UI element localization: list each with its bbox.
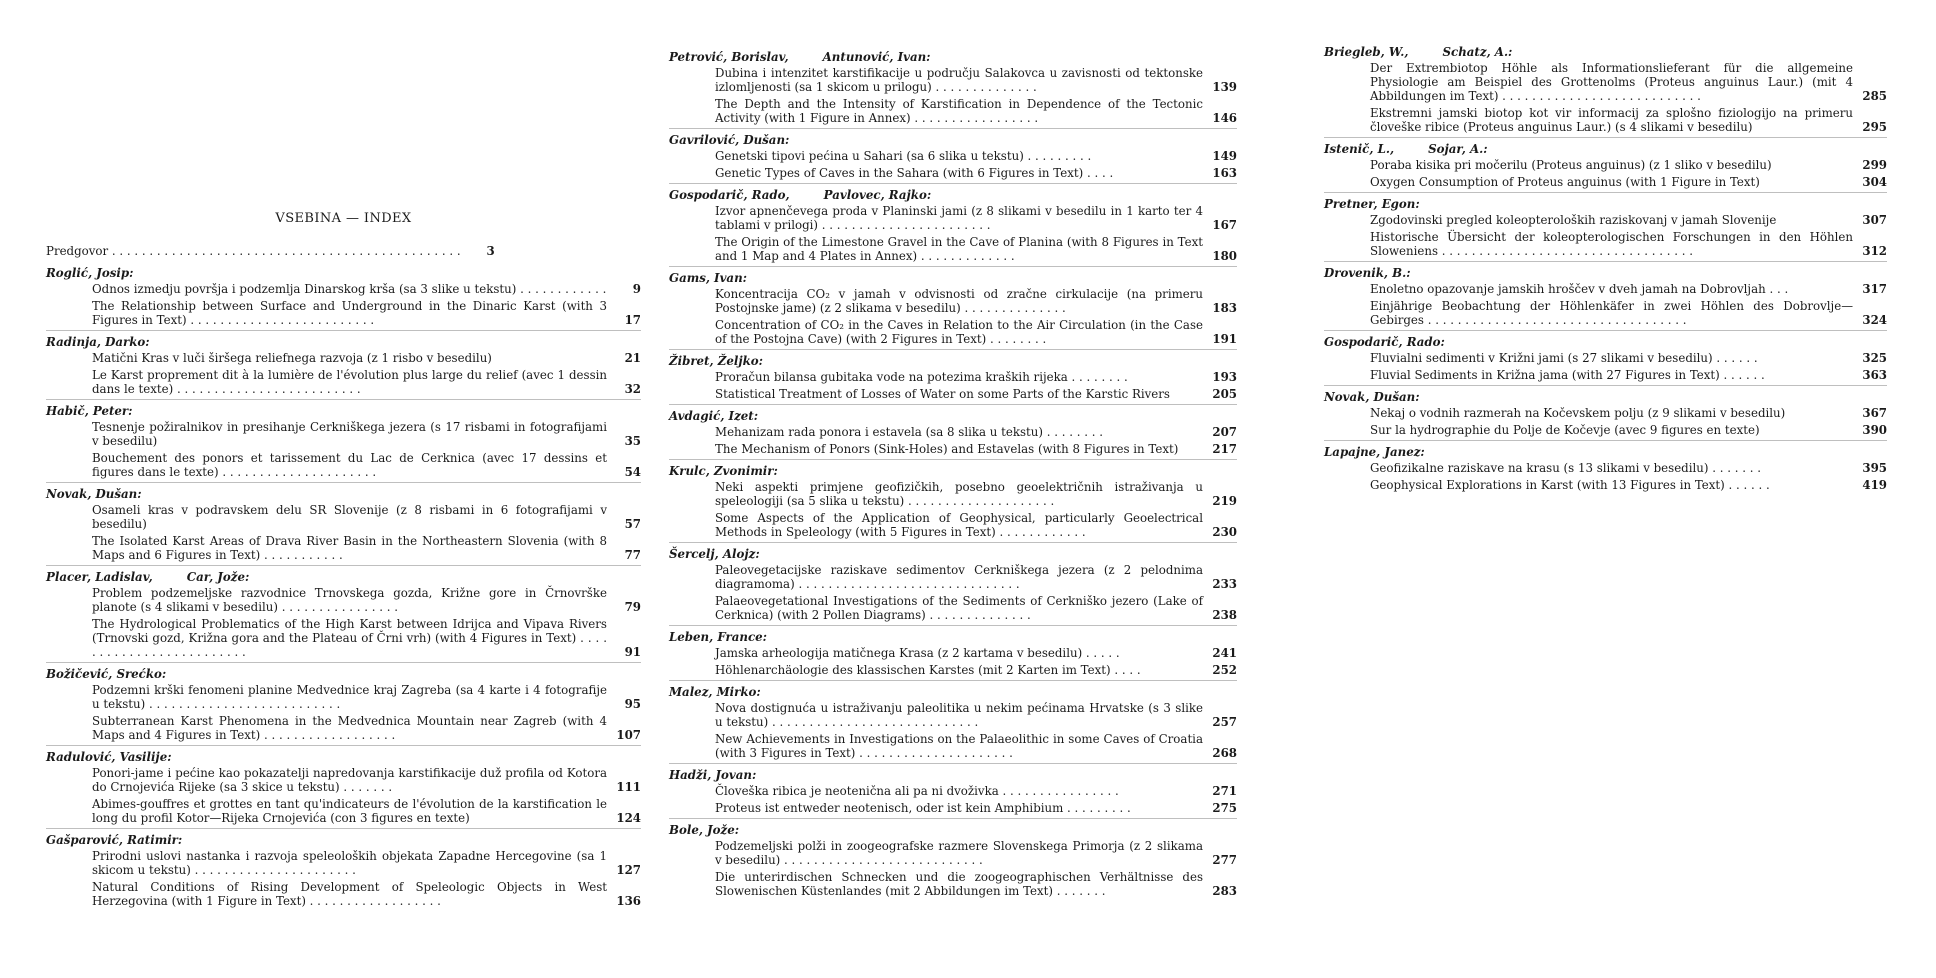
index-entry bbox=[669, 287, 1237, 315]
index-entry bbox=[46, 503, 641, 531]
author-names bbox=[1324, 45, 1887, 59]
entry-title: Fluvial Sediments in Križna jama (with 27 Figures in Text) . . . . . . bbox=[1370, 368, 1765, 382]
index-entry bbox=[669, 801, 1237, 815]
entry-page-number: 233 bbox=[1212, 577, 1237, 591]
author-block bbox=[1324, 45, 1887, 138]
index-entry bbox=[46, 683, 641, 711]
entry-title: Prirodni uslovi nastanka i razvoja speleoloških objekata Zapadne Hercegovine (sa 1 skicom u tekstu) . . . . . . . . . . . . . . . . . . . . . . bbox=[92, 849, 607, 877]
index-column-1 bbox=[46, 0, 641, 911]
index-entry bbox=[1324, 282, 1887, 296]
entry-title: Proteus ist entweder neotenisch, oder ist kein Amphibium . . . . . . . . . bbox=[715, 801, 1131, 815]
section-divider bbox=[46, 662, 641, 663]
entry-page-number: 304 bbox=[1862, 175, 1887, 189]
author-names bbox=[46, 833, 641, 847]
author-names bbox=[669, 133, 1237, 147]
entry-title: Jamska arheologija matičnega Krasa (z 2 kartama v besedilu) . . . . . bbox=[715, 646, 1120, 660]
entry-title: Historische Übersicht der koleopterologischen Forschungen in den Höhlen Sloweniens . . . . . . . . . . . . . . . . . . . . . . . . . . . . . . . . . . bbox=[1370, 230, 1853, 258]
entry-page-number: 167 bbox=[1212, 218, 1237, 232]
index-entry bbox=[669, 870, 1237, 898]
entry-page-number: 217 bbox=[1212, 442, 1237, 456]
index-entry bbox=[1324, 158, 1887, 172]
author-block bbox=[669, 547, 1237, 626]
author-block bbox=[1324, 142, 1887, 193]
section-divider bbox=[1324, 330, 1887, 331]
entry-title: The Depth and the Intensity of Karstification in Dependence of the Tectonic Activity (with 1 Figure in Annex) . . . . . . . . . . . . . . . . . bbox=[715, 97, 1203, 125]
entry-page-number: 238 bbox=[1212, 608, 1237, 622]
author-names bbox=[46, 335, 641, 349]
author-name: Gospodarič, Rado, bbox=[669, 188, 790, 202]
index-entry bbox=[669, 166, 1237, 180]
entry-page-number: 363 bbox=[1862, 368, 1887, 382]
author-name: Novak, Dušan: bbox=[46, 487, 142, 501]
entry-title: Natural Conditions of Rising Development of Speleologic Objects in West Herzegovina (with 1 Figure in Text) . . . . . . . . . . . . . . . . . . bbox=[92, 880, 607, 908]
index-entry bbox=[1324, 299, 1887, 327]
entry-title: The Relationship between Surface and Underground in the Dinaric Karst (with 3 Figures in Text) . . . . . . . . . . . . . . . . . . . . . . . . . bbox=[92, 299, 607, 327]
author-block bbox=[669, 464, 1237, 543]
entry-page-number: 95 bbox=[624, 697, 641, 711]
index-entry bbox=[46, 534, 641, 562]
section-divider bbox=[1324, 192, 1887, 193]
index-entry bbox=[669, 646, 1237, 660]
entry-page-number: 277 bbox=[1212, 853, 1237, 867]
author-names bbox=[46, 404, 641, 418]
index-entry bbox=[669, 784, 1237, 798]
index-entry bbox=[46, 617, 641, 659]
entry-page-number: 307 bbox=[1862, 213, 1887, 227]
author-names bbox=[669, 354, 1237, 368]
author-name: Žibret, Željko: bbox=[669, 354, 763, 368]
entry-page-number: 163 bbox=[1212, 166, 1237, 180]
entry-title: Podzemni krški fenomeni planine Medvednice kraj Zagreba (sa 4 karte i 4 fotografije u tekstu) . . . . . . . . . . . . . . . . . . . . . . . . . . bbox=[92, 683, 607, 711]
entry-title: Nova dostignuća u istraživanju paleolitika u nekim pećinama Hrvatske (s 3 slike u tekstu) . . . . . . . . . . . . . . . . . . . . . . . . . . . . bbox=[715, 701, 1203, 729]
index-heading: VSEBINA — INDEX bbox=[275, 211, 412, 226]
section-divider bbox=[46, 565, 641, 566]
entry-page-number: 17 bbox=[624, 313, 641, 327]
entry-title: Statistical Treatment of Losses of Water on some Parts of the Karstic Rivers bbox=[715, 387, 1170, 401]
author-names bbox=[46, 570, 641, 584]
entry-title: Človeška ribica je neotenična ali pa ni dvoživka . . . . . . . . . . . . . . . . bbox=[715, 784, 1119, 798]
entry-page-number: 35 bbox=[624, 434, 641, 448]
entry-title: Zgodovinski pregled koleopteroloških raziskovanj v jamah Slovenije bbox=[1370, 213, 1777, 227]
entry-title: Geofizikalne raziskave na krasu (s 13 slikami v besedilu) . . . . . . . bbox=[1370, 461, 1761, 475]
entry-page-number: 57 bbox=[624, 517, 641, 531]
author-block bbox=[1324, 197, 1887, 262]
entry-title: Einjährige Beobachtung der Höhlenkäfer in zwei Höhlen des Dobrovlje—Gebirges . . . . . . . . . . . . . . . . . . . . . . . . . . . . . . . . . . . bbox=[1370, 299, 1853, 327]
author-block bbox=[46, 335, 641, 400]
author-name: Habič, Peter: bbox=[46, 404, 133, 418]
entry-page-number: 136 bbox=[616, 894, 641, 908]
author-name: Gašparović, Ratimir: bbox=[46, 833, 183, 847]
author-names bbox=[46, 266, 641, 280]
entry-page-number: 367 bbox=[1862, 406, 1887, 420]
author-name: Bole, Jože: bbox=[669, 823, 740, 837]
index-entry bbox=[46, 368, 641, 396]
author-name: Lapajne, Janez: bbox=[1324, 445, 1425, 459]
author-name: Gospodarič, Rado: bbox=[1324, 335, 1445, 349]
index-entry bbox=[1324, 478, 1887, 492]
author-names bbox=[1324, 445, 1887, 459]
entry-page-number: 9 bbox=[632, 282, 641, 296]
entry-page-number: 275 bbox=[1212, 801, 1237, 815]
entry-title: Izvor apnenčevega proda v Planinski jami (z 8 slikami v besedilu in 1 karto ter 4 tablami v prilogi) . . . . . . . . . . . . . . . . . . . . . . . bbox=[715, 204, 1203, 232]
index-entry bbox=[669, 66, 1237, 94]
index-entry bbox=[1324, 368, 1887, 382]
section-divider bbox=[46, 330, 641, 331]
author-name: Avdagić, Izet: bbox=[669, 409, 759, 423]
entry-title: Nekaj o vodnih razmerah na Kočevskem polju (z 9 slikami v besedilu) bbox=[1370, 406, 1786, 420]
index-entry bbox=[669, 97, 1237, 125]
entry-page-number: 111 bbox=[616, 780, 641, 794]
author-names bbox=[1324, 266, 1887, 280]
index-entry bbox=[46, 299, 641, 327]
author-block bbox=[1324, 390, 1887, 441]
author-name: Placer, Ladislav, bbox=[46, 570, 153, 584]
author-block bbox=[669, 133, 1237, 184]
index-entry bbox=[1324, 213, 1887, 227]
author-block bbox=[669, 354, 1237, 405]
entry-page-number: 241 bbox=[1212, 646, 1237, 660]
entry-title: Genetic Types of Caves in the Sahara (with 6 Figures in Text) . . . . bbox=[715, 166, 1114, 180]
entry-page-number: 124 bbox=[616, 811, 641, 825]
author-names bbox=[1324, 197, 1887, 211]
section-divider bbox=[1324, 137, 1887, 138]
index-entry bbox=[46, 586, 641, 614]
entry-title: Genetski tipovi pećina u Sahari (sa 6 slika u tekstu) . . . . . . . . . bbox=[715, 149, 1092, 163]
entry-page-number: 390 bbox=[1862, 423, 1887, 437]
author-block bbox=[46, 266, 641, 331]
entry-title: Palaeovegetational Investigations of the Sediments of Cerkniško jezero (Lake of Cerknica) (with 2 Pollen Diagrams) . . . . . . . . . . . . . . bbox=[715, 594, 1203, 622]
entry-title: Poraba kisika pri močerilu (Proteus anguinus) (z 1 sliko v besedilu) bbox=[1370, 158, 1772, 172]
section-divider bbox=[669, 542, 1237, 543]
entry-page-number: 77 bbox=[624, 548, 641, 562]
entry-page-number: 312 bbox=[1862, 244, 1887, 258]
author-name: Gavrilović, Dušan: bbox=[669, 133, 790, 147]
entry-title: Ekstremni jamski biotop kot vir informacij za splošno fiziologijo na primeru človeške ribice (Proteus anguinus Laur.) (s 4 slikami v besedilu) bbox=[1370, 106, 1853, 134]
author-name: Šercelj, Alojz: bbox=[669, 547, 760, 561]
author-block bbox=[46, 570, 641, 663]
author-names bbox=[669, 409, 1237, 423]
author-block bbox=[46, 404, 641, 483]
index-entry bbox=[669, 839, 1237, 867]
entry-page-number: 79 bbox=[624, 600, 641, 614]
entry-title: Sur la hydrographie du Polje de Kočevje (avec 9 figures en texte) bbox=[1370, 423, 1760, 437]
author-name: Hadži, Jovan: bbox=[669, 768, 757, 782]
entry-page-number: 299 bbox=[1862, 158, 1887, 172]
entry-page-number: 107 bbox=[616, 728, 641, 742]
author-name: Gams, Ivan: bbox=[669, 271, 748, 285]
author-block bbox=[46, 667, 641, 746]
author-names bbox=[1324, 142, 1887, 156]
index-entry bbox=[46, 766, 641, 794]
index-entry bbox=[46, 880, 641, 908]
author-block bbox=[46, 833, 641, 908]
entry-title: Odnos izmedju površja i podzemlja Dinarskog krša (sa 3 slike u tekstu) . . . . . . . . . . . . bbox=[92, 282, 607, 296]
entry-title: The Mechanism of Ponors (Sink-Holes) and Estavelas (with 8 Figures in Text) bbox=[715, 442, 1179, 456]
entry-title: Dubina i intenzitet karstifikacije u području Salakovca u zavisnosti od tektonske izlomljenosti (sa 1 skicom u prilogu) . . . . . . . . . . . . . . bbox=[715, 66, 1203, 94]
author-name: Briegleb, W., bbox=[1324, 45, 1409, 59]
author-name: Leben, France: bbox=[669, 630, 767, 644]
author-block bbox=[669, 823, 1237, 898]
author-names bbox=[1324, 335, 1887, 349]
entry-title: The Hydrological Problematics of the High Karst between Idrijca and Vipava Rivers (Trnovski gozd, Križna gora and the Plateau of Črni vrh) (with 4 Figures in Text) . . . . . . . . . . . . . . . . . . . . . . . . . bbox=[92, 617, 607, 659]
author-name: Roglić, Josip: bbox=[46, 266, 134, 280]
author-block bbox=[669, 50, 1237, 129]
entry-page-number: 180 bbox=[1212, 249, 1237, 263]
author-name: Pavlovec, Rajko: bbox=[823, 188, 932, 202]
author-names bbox=[669, 271, 1237, 285]
section-divider bbox=[46, 745, 641, 746]
author-names bbox=[669, 547, 1237, 561]
section-divider bbox=[46, 482, 641, 483]
preface-entry bbox=[46, 244, 641, 258]
index-entry bbox=[1324, 230, 1887, 258]
author-name: Malez, Mirko: bbox=[669, 685, 761, 699]
entry-title: Paleovegetacijske raziskave sedimentov Cerkniškega jezera (z 2 pelodnima diagramoma) . . . . . . . . . . . . . . . . . . . . . . . . . . . . . . bbox=[715, 563, 1203, 591]
entry-title: Bouchement des ponors et tarissement du Lac de Cerknica (avec 17 dessins et figures dans le texte) . . . . . . . . . . . . . . . . . . . . . bbox=[92, 451, 607, 479]
index-entry bbox=[669, 318, 1237, 346]
entry-title: Abimes-gouffres et grottes en tant qu'indicateurs de l'évolution de la karstification le long du profil Kotor—Rijeka Crnojevića (con 3 figures en texte) bbox=[92, 797, 607, 825]
author-name: Božičević, Srećko: bbox=[46, 667, 167, 681]
entry-page-number: 32 bbox=[624, 382, 641, 396]
author-name: Radulović, Vasilije: bbox=[46, 750, 172, 764]
entry-page-number: 395 bbox=[1862, 461, 1887, 475]
section-divider bbox=[669, 404, 1237, 405]
entry-page-number: 285 bbox=[1862, 89, 1887, 103]
entry-title: Die unterirdischen Schnecken und die zoogeographischen Verhältnisse des Slowenischen Küstenlandes (mit 2 Abbildungen im Text) . . . . . . . bbox=[715, 870, 1203, 898]
entry-title: Höhlenarchäologie des klassischen Karstes (mit 2 Karten im Text) . . . . bbox=[715, 663, 1141, 677]
entry-title: Enoletno opazovanje jamskih hroščev v dveh jamah na Dobrovljah . . . bbox=[1370, 282, 1789, 296]
author-name: Sojar, A.: bbox=[1428, 142, 1488, 156]
preface-title: Predgovor . . . . . . . . . . . . . . . . . . . . . . . . . . . . . . . . . . . . . . . . . . . . . . . bbox=[46, 244, 461, 258]
entry-title: Some Aspects of the Application of Geophysical, particularly Geoelectrical Methods in Speleology (with 5 Figures in Text) . . . . . . . . . . . . bbox=[715, 511, 1203, 539]
entry-page-number: 183 bbox=[1212, 301, 1237, 315]
entry-page-number: 127 bbox=[616, 863, 641, 877]
entry-page-number: 219 bbox=[1212, 494, 1237, 508]
section-divider bbox=[1324, 385, 1887, 386]
section-divider bbox=[669, 349, 1237, 350]
author-name: Istenič, L., bbox=[1324, 142, 1395, 156]
index-entry bbox=[46, 351, 641, 365]
index-entry bbox=[1324, 106, 1887, 134]
author-name: Krulc, Zvonimir: bbox=[669, 464, 778, 478]
entry-page-number: 91 bbox=[624, 645, 641, 659]
index-entry bbox=[1324, 461, 1887, 475]
author-block bbox=[1324, 335, 1887, 386]
author-block bbox=[669, 630, 1237, 681]
index-entry bbox=[1324, 406, 1887, 420]
entry-page-number: 207 bbox=[1212, 425, 1237, 439]
author-block bbox=[1324, 445, 1887, 492]
index-entry bbox=[1324, 351, 1887, 365]
entry-page-number: 230 bbox=[1212, 525, 1237, 539]
section-divider bbox=[669, 680, 1237, 681]
entry-title: Le Karst proprement dit à la lumière de l'évolution plus large du relief (avec 1 dessin dans le texte) . . . . . . . . . . . . . . . . . . . . . . . . . bbox=[92, 368, 607, 396]
entry-page-number: 271 bbox=[1212, 784, 1237, 798]
entry-page-number: 21 bbox=[624, 351, 641, 365]
index-entry bbox=[1324, 175, 1887, 189]
author-names bbox=[669, 823, 1237, 837]
entry-page-number: 257 bbox=[1212, 715, 1237, 729]
author-name: Pretner, Egon: bbox=[1324, 197, 1420, 211]
entry-title: Neki aspekti primjene geofizičkih, posebno geoelektričnih istraživanja u speleologiji (sa 5 slika u tekstu) . . . . . . . . . . . . . . . . . . . . bbox=[715, 480, 1203, 508]
entry-page-number: 139 bbox=[1212, 80, 1237, 94]
section-divider bbox=[669, 625, 1237, 626]
author-name: Car, Jože: bbox=[186, 570, 250, 584]
index-entry bbox=[669, 732, 1237, 760]
index-entry bbox=[1324, 61, 1887, 103]
author-block bbox=[1324, 266, 1887, 331]
entry-page-number: 283 bbox=[1212, 884, 1237, 898]
section-divider bbox=[1324, 261, 1887, 262]
index-entry bbox=[46, 282, 641, 296]
entry-page-number: 193 bbox=[1212, 370, 1237, 384]
preface-page: 3 bbox=[486, 244, 495, 258]
index-entry bbox=[669, 563, 1237, 591]
author-names bbox=[669, 50, 1237, 64]
entry-page-number: 149 bbox=[1212, 149, 1237, 163]
index-entry bbox=[1324, 423, 1887, 437]
entry-title: Mehanizam rada ponora i estavela (sa 8 slika u tekstu) . . . . . . . . bbox=[715, 425, 1104, 439]
entry-page-number: 54 bbox=[624, 465, 641, 479]
author-name: Schatz, A.: bbox=[1442, 45, 1513, 59]
entry-page-number: 146 bbox=[1212, 111, 1237, 125]
index-entry bbox=[669, 149, 1237, 163]
entry-page-number: 268 bbox=[1212, 746, 1237, 760]
author-name: Antunović, Ivan: bbox=[822, 50, 931, 64]
entry-title: Concentration of CO₂ in the Caves in Relation to the Air Circulation (in the Case of the Postojna Cave) (with 2 Figures in Text) . . . . . . . . bbox=[715, 318, 1203, 346]
entry-page-number: 324 bbox=[1862, 313, 1887, 327]
index-entry bbox=[669, 442, 1237, 456]
section-divider bbox=[1324, 440, 1887, 441]
entry-page-number: 419 bbox=[1862, 478, 1887, 492]
entry-title: Koncentracija CO₂ v jamah v odvisnosti od zračne cirkulacije (na primeru Postojnske jame) (z 2 slikama v besedilu) . . . . . . . . . . . . . . bbox=[715, 287, 1203, 315]
index-entry bbox=[669, 370, 1237, 384]
author-name: Radinja, Darko: bbox=[46, 335, 150, 349]
index-entry bbox=[669, 701, 1237, 729]
entry-title: Proračun bilansa gubitaka vode na potezima kraških rijeka . . . . . . . . bbox=[715, 370, 1128, 384]
author-block bbox=[669, 768, 1237, 819]
section-divider bbox=[669, 818, 1237, 819]
index-entry bbox=[46, 797, 641, 825]
index-column-2 bbox=[669, 0, 1237, 901]
author-names bbox=[669, 630, 1237, 644]
entry-title: The Origin of the Limestone Gravel in the Cave of Planina (with 8 Figures in Text and 1 Map and 4 Plates in Annex) . . . . . . . . . . . . . bbox=[715, 235, 1203, 263]
index-entry bbox=[46, 451, 641, 479]
entry-page-number: 295 bbox=[1862, 120, 1887, 134]
index-entry bbox=[669, 387, 1237, 401]
section-divider bbox=[669, 763, 1237, 764]
index-entry bbox=[669, 235, 1237, 263]
author-names bbox=[669, 188, 1237, 202]
index-entry bbox=[669, 663, 1237, 677]
entry-title: New Achievements in Investigations on the Palaeolithic in some Caves of Croatia (with 3 Figures in Text) . . . . . . . . . . . . . . . . . . . . . bbox=[715, 732, 1203, 760]
entry-page-number: 191 bbox=[1212, 332, 1237, 346]
index-entry bbox=[669, 594, 1237, 622]
entry-page-number: 325 bbox=[1862, 351, 1887, 365]
author-name: Novak, Dušan: bbox=[1324, 390, 1420, 404]
author-block bbox=[46, 750, 641, 829]
index-entry bbox=[46, 714, 641, 742]
entry-title: Fluvialni sedimenti v Križni jami (s 27 slikami v besedilu) . . . . . . bbox=[1370, 351, 1758, 365]
entry-title: Osameli kras v podravskem delu SR Slovenije (z 8 risbami in 6 fotografijami v besedilu) bbox=[92, 503, 607, 531]
section-divider bbox=[669, 183, 1237, 184]
index-entry bbox=[669, 425, 1237, 439]
entry-title: Oxygen Consumption of Proteus anguinus (with 1 Figure in Text) bbox=[1370, 175, 1760, 189]
entry-title: Subterranean Karst Phenomena in the Medvednica Mountain near Zagreb (with 4 Maps and 4 Figures in Text) . . . . . . . . . . . . . . . . . . bbox=[92, 714, 607, 742]
entry-title: Matični Kras v luči širšega reliefnega razvoja (z 1 risbo v besedilu) bbox=[92, 351, 492, 365]
index-column-3 bbox=[1324, 0, 1887, 495]
index-entry bbox=[669, 480, 1237, 508]
entry-page-number: 317 bbox=[1862, 282, 1887, 296]
section-divider bbox=[46, 828, 641, 829]
author-block bbox=[669, 188, 1237, 267]
index-entry bbox=[46, 420, 641, 448]
author-block bbox=[669, 409, 1237, 460]
entry-page-number: 252 bbox=[1212, 663, 1237, 677]
author-names bbox=[46, 667, 641, 681]
section-divider bbox=[669, 128, 1237, 129]
author-names bbox=[669, 685, 1237, 699]
author-name: Drovenik, B.: bbox=[1324, 266, 1411, 280]
section-divider bbox=[46, 399, 641, 400]
author-name: Petrović, Borislav, bbox=[669, 50, 789, 64]
author-block bbox=[46, 487, 641, 566]
entry-title: Podzemeljski polži in zoogeografske razmere Slovenskega Primorja (z 2 slikama v besedilu) . . . . . . . . . . . . . . . . . . . . . . . . . . . bbox=[715, 839, 1203, 867]
index-entry bbox=[669, 204, 1237, 232]
index-entry bbox=[46, 849, 641, 877]
author-names bbox=[46, 487, 641, 501]
entry-title: Ponori-jame i pećine kao pokazatelji napredovanja karstifikacije duž profila od Kotora do Crnojevića Rijeke (sa 3 skice u tekstu) . . . . . . . bbox=[92, 766, 607, 794]
author-names bbox=[1324, 390, 1887, 404]
author-names bbox=[669, 768, 1237, 782]
index-entry bbox=[669, 511, 1237, 539]
entry-title: Problem podzemeljske razvodnice Trnovskega gozda, Križne gore in Črnovrške planote (s 4 slikami v besedilu) . . . . . . . . . . . . . . . . bbox=[92, 586, 607, 614]
author-names bbox=[46, 750, 641, 764]
author-names bbox=[669, 464, 1237, 478]
author-block bbox=[669, 685, 1237, 764]
entry-title: Geophysical Explorations in Karst (with 13 Figures in Text) . . . . . . bbox=[1370, 478, 1770, 492]
author-block bbox=[669, 271, 1237, 350]
entry-title: The Isolated Karst Areas of Drava River Basin in the Northeastern Slovenia (with 8 Maps and 6 Figures in Text) . . . . . . . . . . . bbox=[92, 534, 607, 562]
entry-title: Tesnenje požiralnikov in presihanje Cerkniškega jezera (s 17 risbami in fotografijami v besedilu) bbox=[92, 420, 607, 448]
entry-title: Der Extrembiotop Höhle als Informationslieferant für die allgemeine Physiologie am Beispiel des Grottenolms (Proteus anguinus Laur.) (mit 4 Abbildungen im Text) . . . . . . . . . . . . . . . . . . . . . . . . . . . bbox=[1370, 61, 1853, 103]
section-divider bbox=[669, 266, 1237, 267]
entry-page-number: 205 bbox=[1212, 387, 1237, 401]
section-divider bbox=[669, 459, 1237, 460]
